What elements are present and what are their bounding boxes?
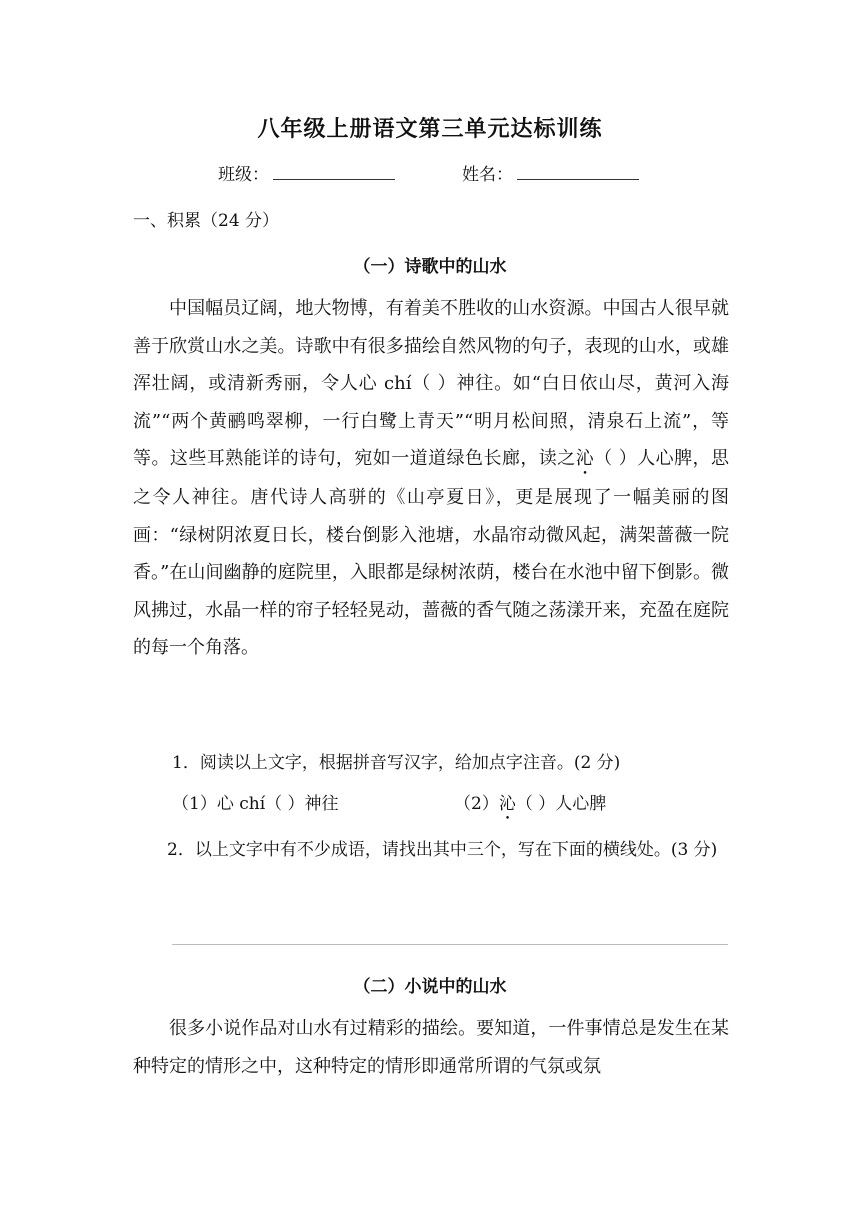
name-label: 姓名： [462,165,513,185]
name-blank-line [517,163,639,180]
document-title: 八年级上册语文第三单元达标训练 [257,116,603,142]
student-info-row [0,160,860,190]
question-1-item-1: （1）心 chí（ ）神往 [172,794,339,814]
dotted-character: 沁 [575,448,595,469]
poetry-passage [133,290,729,667]
subsection-heading-poetry: （一）诗歌中的山水 [353,257,507,277]
section-heading-accumulation: 一、积累（24 分） [133,211,280,231]
question-1-item-2 [454,789,606,824]
subsection-heading-novel: （二）小说中的山水 [353,977,507,997]
question-1-item-2-prefix: （2） [454,794,499,814]
poetry-passage-text-1: 中国幅员辽阔，地大物博，有着美不胜收的山水资源。中国古人很早就善于欣赏山水之美。诗歌中有很多描绘自然风物的句子，表现的山水，或雄浑壮阔，或清新秀丽，令人心 chí（ ）神往。如“白日依山尽，黄河入海流”“两个黄鹂鸣翠柳，一行白鹭上青天”“明月松间照，清泉石上流”，等等。这些耳熟能详的诗句，宛如一道道绿色长廊，读之 [133,298,729,469]
name-field [462,160,639,185]
poetry-passage-text-2: （ ）人心脾，思之令人神往。唐代诗人高骈的《山亭夏日》，更是展现了一幅美丽的图画：“绿树阴浓夏日长，楼台倒影入池塘，水晶帘动微风起，满架蔷薇一院香。”在山间幽静的庭院里，入眼都是绿树浓荫，楼台在水池中留下倒影。微风拂过，水晶一样的帘子轻轻晃动，蔷薇的香气随之荡漾开来，充盈在庭院的每一个角落。 [133,448,729,658]
novel-passage: 很多小说作品对山水有过精彩的描绘。要知道，一件事情总是发生在某种特定的情形之中，这种特定的情形即通常所谓的气氛或氛 [133,1018,729,1077]
question-1-item-2-dotted-char: 沁 [498,794,516,814]
answer-line[interactable] [172,944,728,945]
class-field [218,160,395,185]
class-blank-line [273,163,395,180]
question-1-item-2-suffix: （ ）人心脾 [515,794,607,814]
question-1: 1．阅读以上文字，根据拼音写汉字，给加点字注音。(2 分) [172,753,621,773]
class-label: 班级： [218,165,269,185]
question-2: 2．以上文字中有不少成语，请找出其中三个，写在下面的横线处。(3 分) [167,840,718,860]
